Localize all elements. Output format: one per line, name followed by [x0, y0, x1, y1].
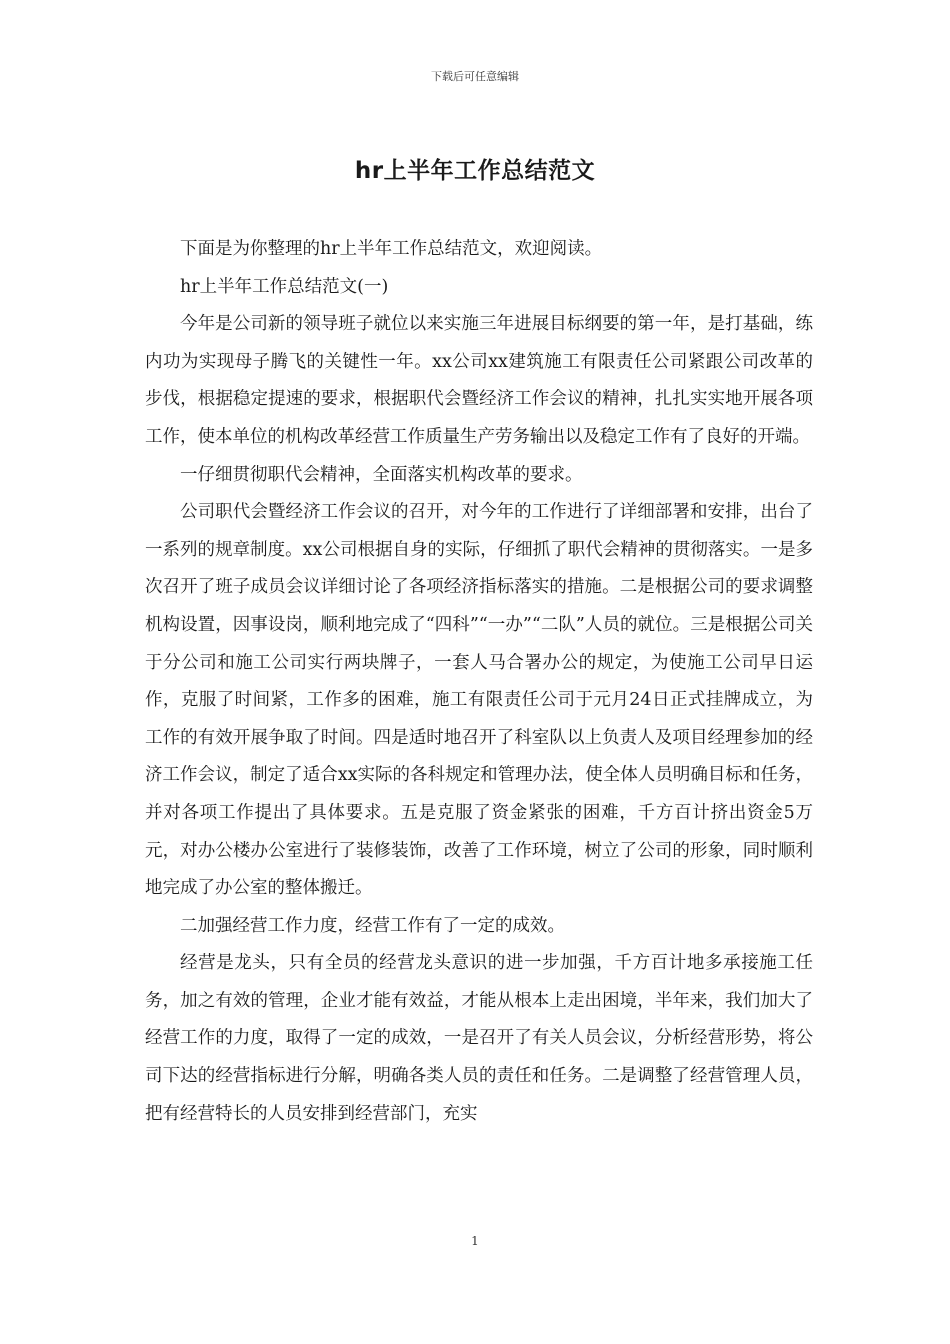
- section-heading: hr上半年工作总结范文(一): [180, 276, 389, 297]
- paragraph: 经营是龙头，只有全员的经营龙头意识的进一步加强，千方百计地多承接施工任务，加之有效的管理，企业才能有效益，才能从根本上走出困境，半年来，我们加大了经营工作的力度，取得了一定的成效，一是召开了有关人员会议，分析经营形势，将公司下达的经营指标进行分解，明确各类人员的责任和任务。二是调整了经营管理人员，把有经营特长的人员安排到经营部门，充实: [145, 953, 813, 1124]
- document-body: [145, 231, 813, 1133]
- subheading: 二加强经营工作力度，经营工作有了一定的成效。: [180, 915, 565, 936]
- document-title: hr上半年工作总结范文: [354, 158, 596, 184]
- subheading: 一仔细贯彻职代会精神，全面落实机构改革的要求。: [180, 464, 583, 485]
- header-note: 下载后可任意编辑: [431, 70, 519, 83]
- page-number: 1: [471, 1234, 479, 1248]
- paragraph: 公司职代会暨经济工作会议的召开，对今年的工作进行了详细部署和安排，出台了一系列的规章制度。xx公司根据自身的实际，仔细抓了职代会精神的贯彻落实。一是多次召开了班子成员会议详细讨论了各项经济指标落实的措施。二是根据公司的要求调整机构设置，因事设岗，顺利地完成了“四科”“一办”“二队”人员的就位。三是根据公司关于分公司和施工公司实行两块牌子，一套人马合署办公的规定，为使施工公司早日运作，克服了时间紧，工作多的困难，施工有限责任公司于元月24日正式挂牌成立，为工作的有效开展争取了时间。四是适时地召开了科室队以上负责人及项目经理参加的经济工作会议，制定了适合xx实际的各科规定和管理办法，使全体人员明确目标和任务，并对各项工作提出了具体要求。五是克服了资金紧张的困难，千方百计挤出资金5万元，对办公楼办公室进行了装修装饰，改善了工作环境，树立了公司的形象，同时顺利地完成了办公室的整体搬迁。: [145, 502, 813, 899]
- paragraph: 今年是公司新的领导班子就位以来实施三年进展目标纲要的第一年，是打基础，练内功为实现母子腾飞的关键性一年。xx公司xx建筑施工有限责任公司紧跟公司改革的步伐，根据稳定提速的要求，根据职代会暨经济工作会议的精神，扎扎实实地开展各项工作，使本单位的机构改革经营工作质量生产劳务输出以及稳定工作有了良好的开端。: [145, 314, 813, 447]
- paragraph-intro: 下面是为你整理的hr上半年工作总结范文，欢迎阅读。: [180, 239, 603, 259]
